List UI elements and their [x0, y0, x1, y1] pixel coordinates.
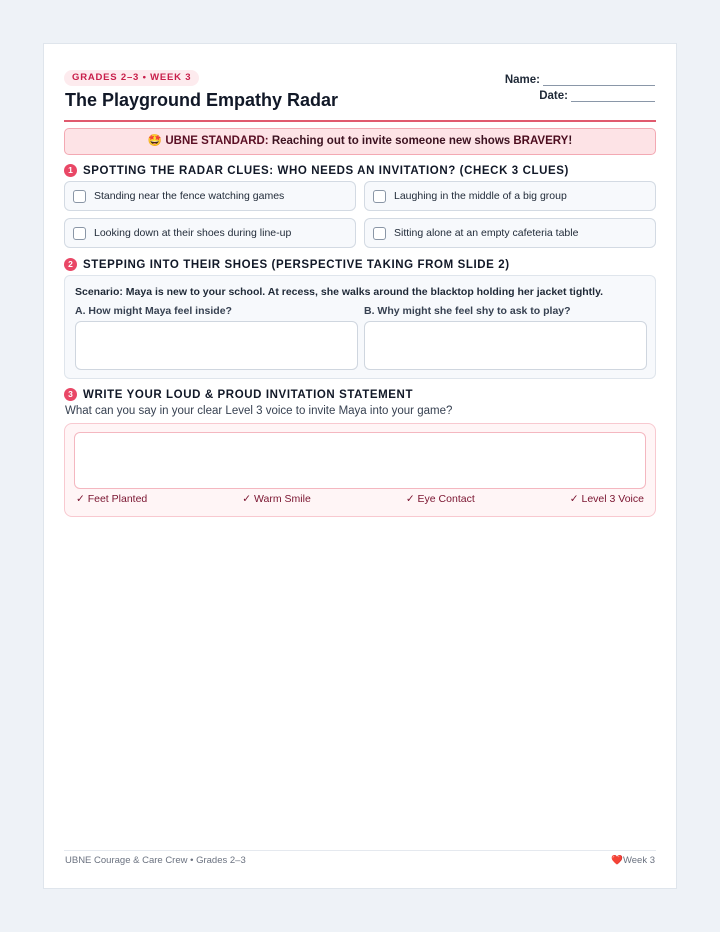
footer-week-label: Week 3	[622, 855, 655, 866]
standard-text: Reaching out to invite someone new shows	[268, 135, 514, 147]
question-b-answer-box[interactable]	[364, 321, 647, 370]
name-field[interactable]	[505, 74, 655, 86]
criteria-item: ✓ Feet Planted	[76, 493, 148, 505]
question-a-answer-box[interactable]	[75, 321, 358, 370]
section-2-heading	[64, 258, 510, 271]
invitation-panel	[64, 423, 656, 517]
checkbox-icon[interactable]	[373, 190, 386, 203]
checkbox-icon[interactable]	[73, 227, 86, 240]
name-line[interactable]	[543, 85, 655, 86]
name-label: Name:	[504, 74, 540, 86]
checkbox-icon[interactable]	[373, 227, 386, 240]
scenario-text: Scenario: Maya is new to your school. At recess, she walks around the blacktop holding her jacket tightly.	[75, 286, 604, 298]
section-1-title: SPOTTING THE RADAR CLUES: WHO NEEDS AN INVITATION? (CHECK 3 CLUES)	[83, 164, 569, 177]
criteria-item: ✓ Warm Smile	[242, 493, 311, 505]
invitation-answer-box[interactable]	[74, 432, 646, 489]
clue-option[interactable]	[364, 181, 656, 211]
heart-icon: ❤️	[611, 855, 623, 866]
clue-option[interactable]	[64, 218, 356, 248]
invitation-prompt: What can you say in your clear Level 3 voice to invite Maya into your game?	[65, 405, 453, 417]
worksheet-page	[43, 43, 677, 889]
footer-divider	[64, 850, 656, 851]
date-label: Date:	[539, 90, 568, 102]
section-2-number: 2	[64, 258, 77, 271]
date-line[interactable]	[571, 101, 655, 102]
section-3-heading	[64, 388, 413, 401]
clue-label: Sitting alone at an empty cafeteria table	[394, 227, 579, 239]
clue-option[interactable]	[364, 218, 656, 248]
standard-end: !	[568, 135, 573, 147]
grade-week-badge: GRADES 2–3 • WEEK 3	[64, 70, 199, 86]
worksheet-title: The Playground Empathy Radar	[65, 90, 339, 110]
criteria-item: ✓ Eye Contact	[405, 493, 475, 505]
section-3-number: 3	[64, 388, 77, 401]
question-b-label: B. Why might she feel shy to ask to play?	[364, 305, 571, 317]
section-2-title: STEPPING INTO THEIR SHOES (PERSPECTIVE TAKING FROM SLIDE 2)	[83, 258, 510, 271]
voice-criteria-list	[76, 493, 644, 505]
question-a-label: A. How might Maya feel inside?	[75, 305, 232, 317]
header-divider	[64, 120, 656, 122]
standard-emphasis: BRAVERY	[513, 135, 569, 147]
checkbox-icon[interactable]	[73, 190, 86, 203]
clue-label: Looking down at their shoes during line-up	[94, 227, 292, 239]
section-3-title: WRITE YOUR LOUD & PROUD INVITATION STATEMENT	[83, 388, 414, 401]
date-field[interactable]	[539, 90, 655, 102]
footer-week	[611, 855, 655, 866]
clue-option[interactable]	[64, 181, 356, 211]
star-struck-emoji-icon: 🤩	[147, 135, 163, 147]
clue-label: Laughing in the middle of a big group	[394, 190, 567, 202]
criteria-item: ✓ Level 3 Voice	[569, 493, 644, 505]
scenario-panel	[64, 275, 656, 379]
standard-lead: UBNE STANDARD:	[165, 135, 269, 147]
section-1-number: 1	[64, 164, 77, 177]
section-1-heading	[64, 164, 569, 177]
standard-banner	[64, 128, 656, 155]
footer-crew-label: UBNE Courage & Care Crew • Grades 2–3	[65, 855, 246, 866]
clue-label: Standing near the fence watching games	[94, 190, 285, 202]
